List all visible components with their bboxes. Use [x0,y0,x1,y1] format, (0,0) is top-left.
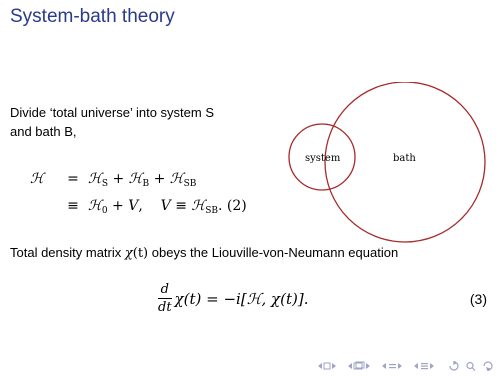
nav-document-icon[interactable] [414,363,434,369]
equation-number-3: (3) [469,291,487,307]
plus-sign: + [112,198,124,214]
v-symbol: V [128,198,139,214]
nav-back-icon[interactable] [450,361,458,370]
venn-diagram [280,82,495,252]
plus-sign: + [112,171,125,187]
comma: , [138,198,143,214]
equation-number-2: . (2) [218,198,247,214]
h-system-bath: ℋ$_{SB}$ [191,198,218,216]
v-symbol: V [160,198,171,214]
slide-title: System-bath theory [10,6,175,27]
equation-row-1 [30,171,196,189]
nav-frame-icon[interactable] [318,363,336,369]
beamer-navigation [318,361,494,371]
equiv-sign: ≡ [67,198,79,214]
equiv-sign: ≡ [175,198,187,214]
equals-sign: = [67,171,79,187]
system-label: system [305,153,341,164]
h-system: ℋ$_S$ [88,171,109,189]
h-system-bath: ℋ$_{SB}$ [169,171,197,189]
liouville-von-neumann-equation [158,281,309,316]
time-derivative: $\frac{d}{dt}$ [158,282,172,315]
nav-forward-icon[interactable] [484,362,492,371]
nav-subsection-icon[interactable] [348,362,370,369]
h-zero: ℋ$_0$ [88,198,108,216]
intro-line-2: and bath B, [10,124,77,139]
h-bath: ℋ$_B$ [128,171,150,189]
plus-sign: + [153,171,166,187]
density-matrix-text: Total density matrix χ(t) obeys the Liouville-von-Neumann equation [10,245,399,261]
equation-body: χ(t) = −i[ℋ, χ(t)]. [174,289,309,308]
hamiltonian-symbol: ℋ [30,171,44,187]
intro-text [10,103,280,141]
nav-section-icon[interactable] [382,363,402,369]
chi-symbol: χ [124,246,133,261]
bath-label: bath [393,153,416,164]
nav-search-icon[interactable] [467,363,475,371]
equation-row-2 [58,198,247,216]
intro-line-1: Divide ‘total universe’ into system S [10,105,214,120]
